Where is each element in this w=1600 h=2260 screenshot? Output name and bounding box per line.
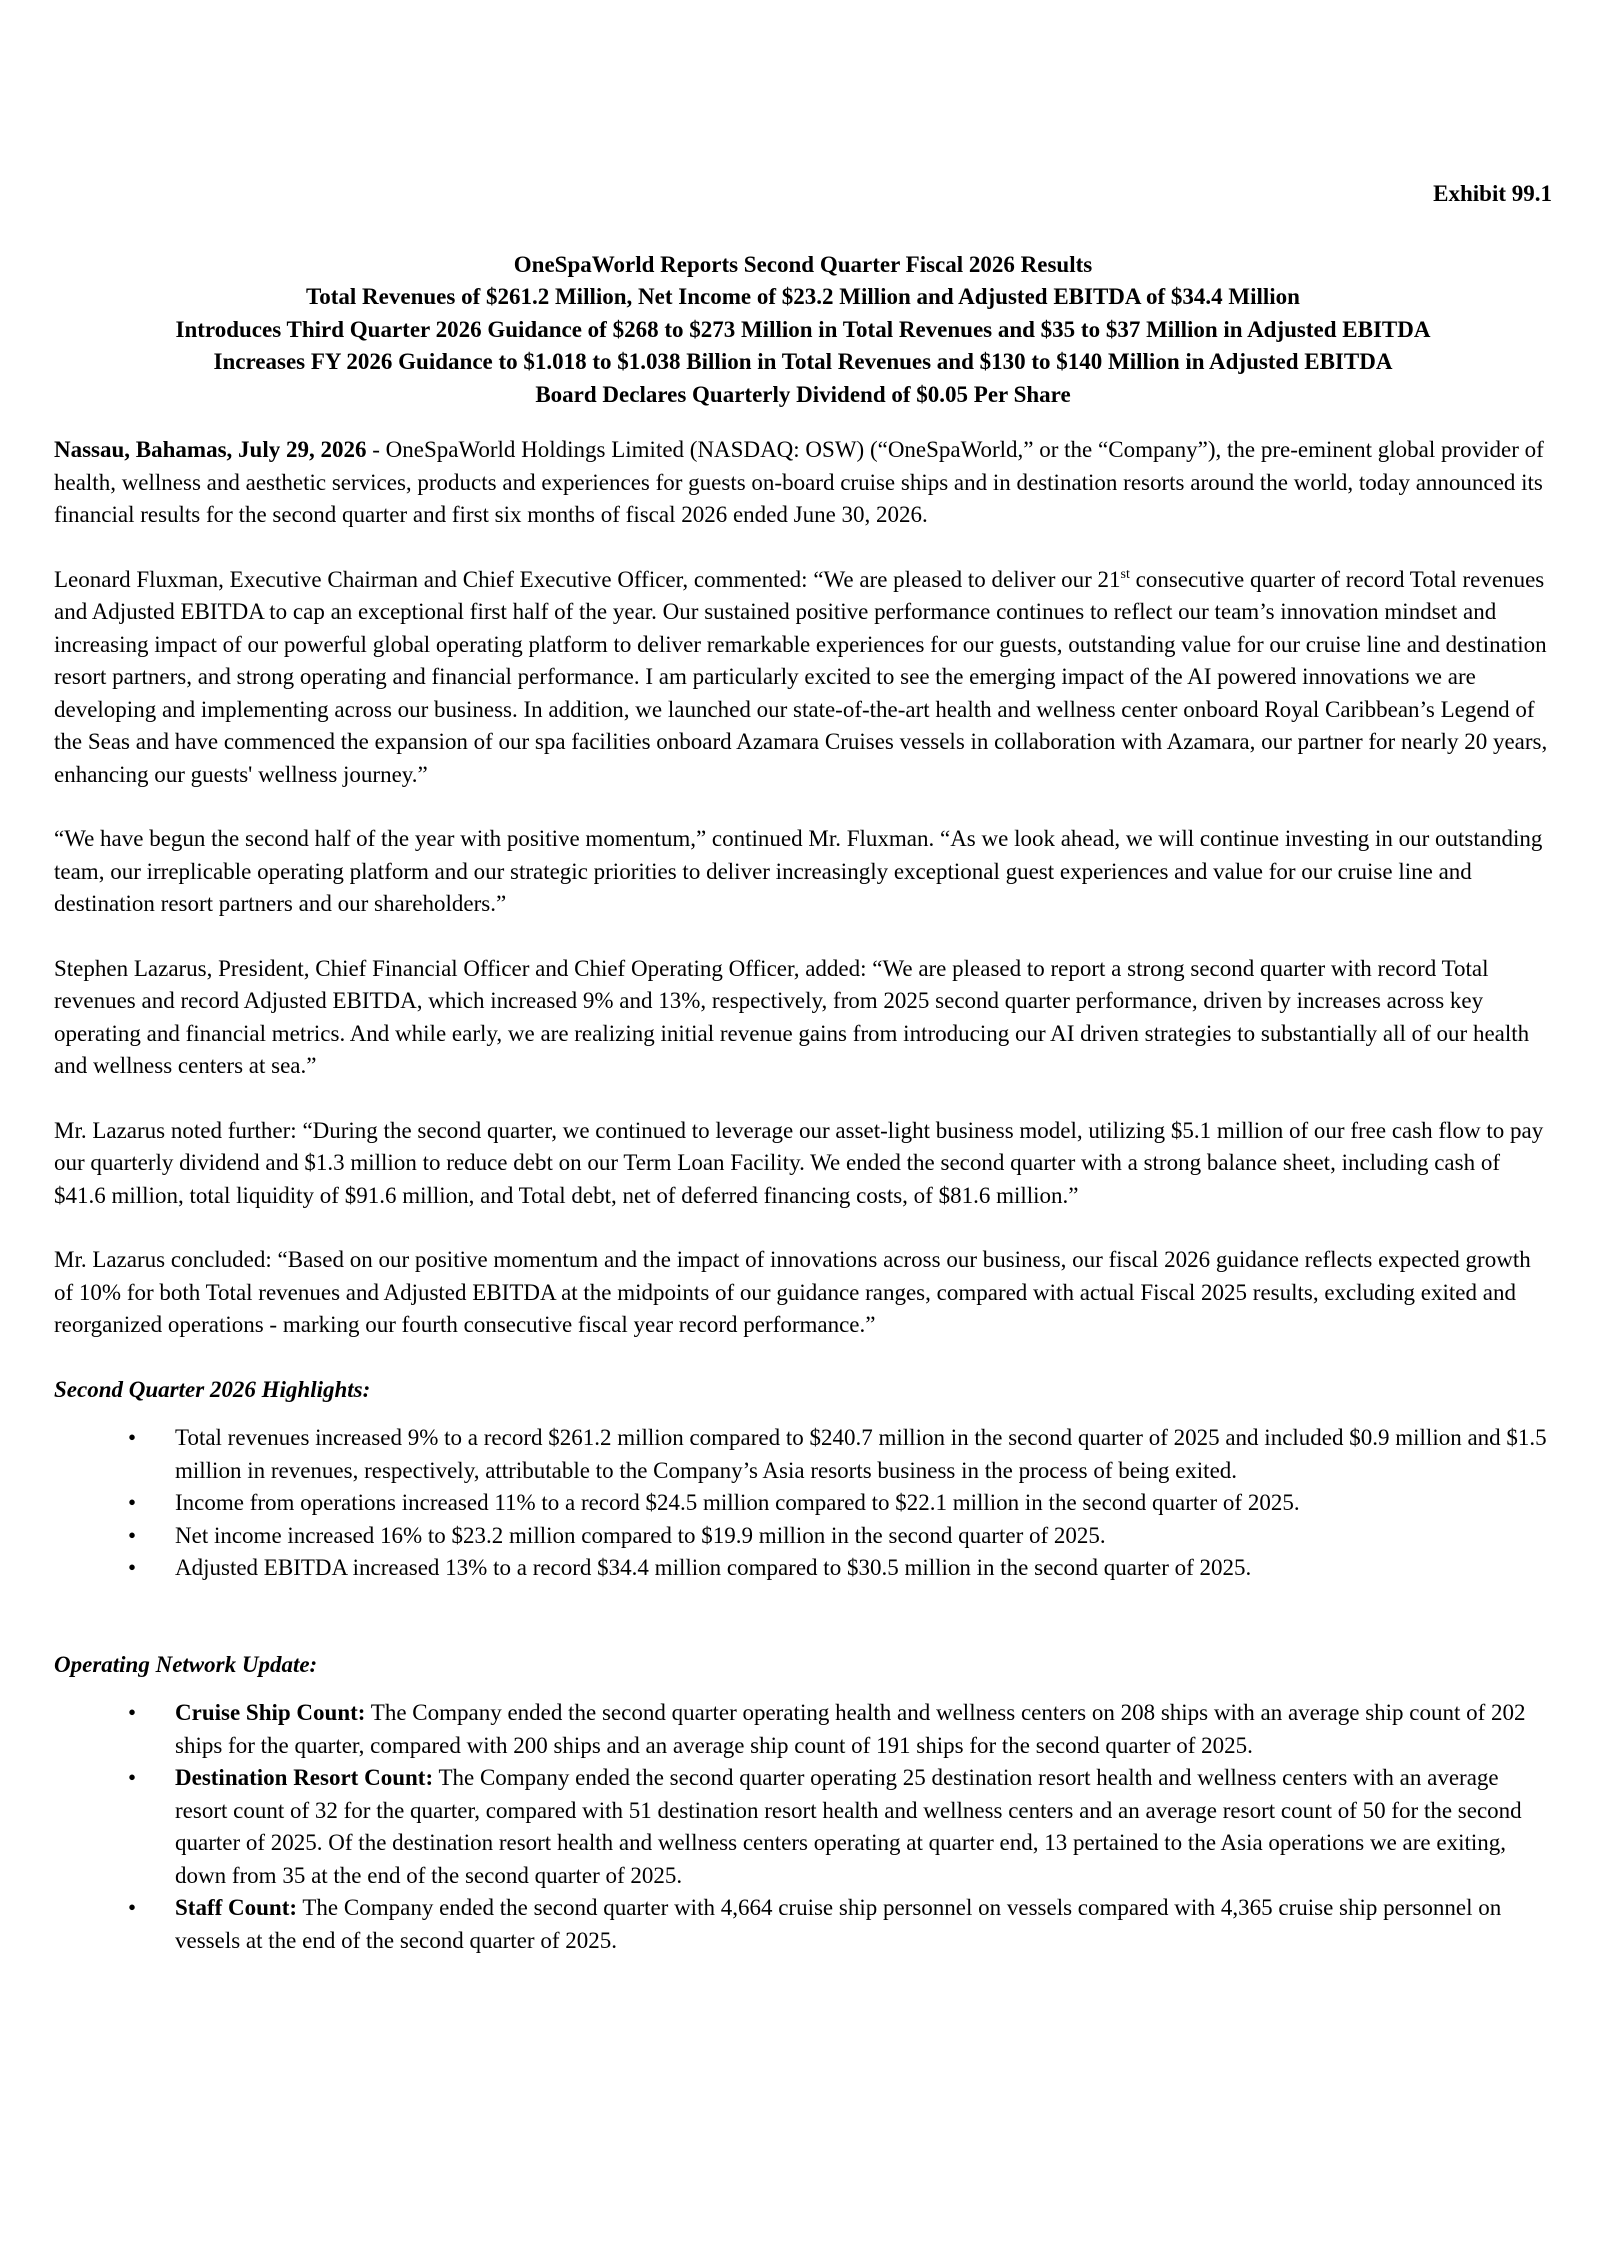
bullet-icon: • [128,1765,137,1790]
list-item-text: The Company ended the second quarter operating 25 destination resort health and wellness centers with an average resort count of 32 for the quarter, compared with 51 destination resort health and wellness centers and an average resort count of 50 for the second quarter of 2025. Of the destination resort health and wellness centers operating at quarter end, 13 pertained to the Asia operations we are exiting, down from 35 at the end of the second quarter of 2025. [175,1765,1522,1888]
fluxman-quote-paragraph [54,564,1552,792]
headline-block [54,249,1552,412]
list-item [54,1762,1552,1892]
body-paragraph: “We have begun the second half of the year with positive momentum,” continued Mr. Fluxman. “As we look ahead, we will continue investing in our outstanding team, our irreplicable operating platform and our strategic priorities to deliver increasingly exceptional guest experiences and value for our cruise line and destination resort partners and our shareholders.” [54,826,1543,916]
list-item-text: Adjusted EBITDA increased 13% to a record $34.4 million compared to $30.5 million in the second quarter of 2025. [175,1555,1252,1580]
headline-line: Total Revenues of $261.2 Million, Net Income of $23.2 Million and Adjusted EBITDA of $34.4 Million [306,284,1300,309]
press-release-page [54,178,1552,1989]
dateline: Nassau, Bahamas, July 29, 2026 [54,437,367,462]
list-item-text: Total revenues increased 9% to a record $261.2 million compared to $240.7 million in the second quarter of 2025 and included $0.9 million and $1.5 million in revenues, respectively, attributable to the Company’s Asia resorts business in the process of being exited. [175,1425,1547,1483]
intro-text: - OneSpaWorld Holdings Limited (NASDAQ: OSW) (“OneSpaWorld,” or the “Company”), the pre-eminent global provider of health, wellness and aesthetic services, products and experiences for guests on-board cruise ships and in destination resorts around the world, today announced its financial results for the second quarter and first six months of fiscal 2026 ended June 30, 2026. [54,437,1544,527]
list-item [54,1520,1552,1553]
list-item [54,1487,1552,1520]
highlights-heading: Second Quarter 2026 Highlights: [54,1376,371,1402]
intro-paragraph [54,434,1552,532]
headline-line: Increases FY 2026 Guidance to $1.018 to $1.038 Billion in Total Revenues and $130 to $140 Million in Adjusted EBITDA [213,349,1393,374]
quote-text: consecutive quarter of record Total revenues and Adjusted EBITDA to cap an exceptional first half of the year. Our sustained positive performance continues to reflect our team’s innovation mindset and increasing impact of our powerful global operating platform to deliver remarkable experiences for our guests, outstanding value for our cruise line and destination resort partners, and strong operating and financial performance. I am particularly excited to see the emerging impact of the AI powered innovations we are developing and implementing across our business. In addition, we launched our state-of-the-art health and wellness center onboard Royal Caribbean’s Legend of the Seas and have commenced the expansion of our spa facilities onboard Azamara Cruises vessels in collaboration with Azamara, our partner for nearly 20 years, enhancing our guests' wellness journey.” [54,566,1548,787]
bullet-icon: • [128,1522,137,1548]
list-item [54,1892,1552,1957]
list-item-text: Net income increased 16% to $23.2 million compared to $19.9 million in the second quarter of 2025. [175,1522,1106,1548]
list-item-text: Income from operations increased 11% to a record $24.5 million compared to $22.1 million in the second quarter of 2025. [175,1490,1300,1515]
list-item-text: The Company ended the second quarter with 4,664 cruise ship personnel on vessels compared with 4,365 cruise ship personnel on vessels at the end of the second quarter of 2025. [175,1895,1502,1953]
body-paragraph: Mr. Lazarus noted further: “During the second quarter, we continued to leverage our asset-light business model, utilizing $5.1 million of our free cash flow to pay our quarterly dividend and $1.3 million to reduce debt on our Term Loan Facility. We ended the second quarter with a strong balance sheet, including cash of $41.6 million, total liquidity of $91.6 million, and Total debt, net of deferred financing costs, of $81.6 million.” [54,1117,1544,1208]
list-item [54,1552,1552,1585]
exhibit-label: Exhibit 99.1 [1433,181,1552,206]
network-list [54,1697,1552,1957]
section-spacer [54,1617,1552,1649]
headline-line: Introduces Third Quarter 2026 Guidance of $268 to $273 Million in Total Revenues and $35 to $37 Million in Adjusted EBITDA [175,316,1431,342]
list-item [54,1422,1552,1487]
headline-line: Board Declares Quarterly Dividend of $0.05 Per Share [535,381,1071,407]
body-paragraph: Stephen Lazarus, President, Chief Financial Officer and Chief Operating Officer, added: “We are pleased to report a strong second quarter with record Total revenues and record Adjusted EBITDA, which increased 9% and 13%, respectively, from 2025 second quarter performance, driven by increases across key operating and financial metrics. And while early, we are realizing initial revenue gains from introducing our AI driven strategies to substantially all of our health and wellness centers at sea.” [54,955,1530,1078]
ordinal-suffix: st [1120,566,1130,582]
list-item-text: The Company ended the second quarter operating health and wellness centers on 208 ships with an average ship count of 202 ships for the quarter, compared with 200 ships and an average ship count of 191 ships for the second quarter of 2025. [175,1700,1526,1758]
network-heading: Operating Network Update: [54,1651,318,1677]
bullet-icon: • [128,1555,137,1580]
list-item-label: Staff Count: [175,1895,298,1920]
quote-text: Leonard Fluxman, Executive Chairman and Chief Executive Officer, commented: “We are pleased to deliver our 21 [54,566,1121,592]
bullet-icon: • [128,1895,137,1920]
headline-title: OneSpaWorld Reports Second Quarter Fiscal 2026 Results [513,251,1093,277]
list-item-label: Cruise Ship Count: [175,1700,366,1725]
bullet-icon: • [128,1490,137,1515]
bullet-icon: • [128,1425,137,1450]
list-item [54,1697,1552,1762]
bullet-icon: • [128,1700,137,1725]
list-item-label: Destination Resort Count: [175,1765,434,1790]
highlights-list [54,1422,1552,1585]
body-paragraph: Mr. Lazarus concluded: “Based on our positive momentum and the impact of innovations across our business, our fiscal 2026 guidance reflects expected growth of 10% for both Total revenues and Adjusted EBITDA at the midpoints of our guidance ranges, compared with actual Fiscal 2025 results, excluding exited and reorganized operations - marking our fourth consecutive fiscal year record performance.” [54,1247,1531,1337]
